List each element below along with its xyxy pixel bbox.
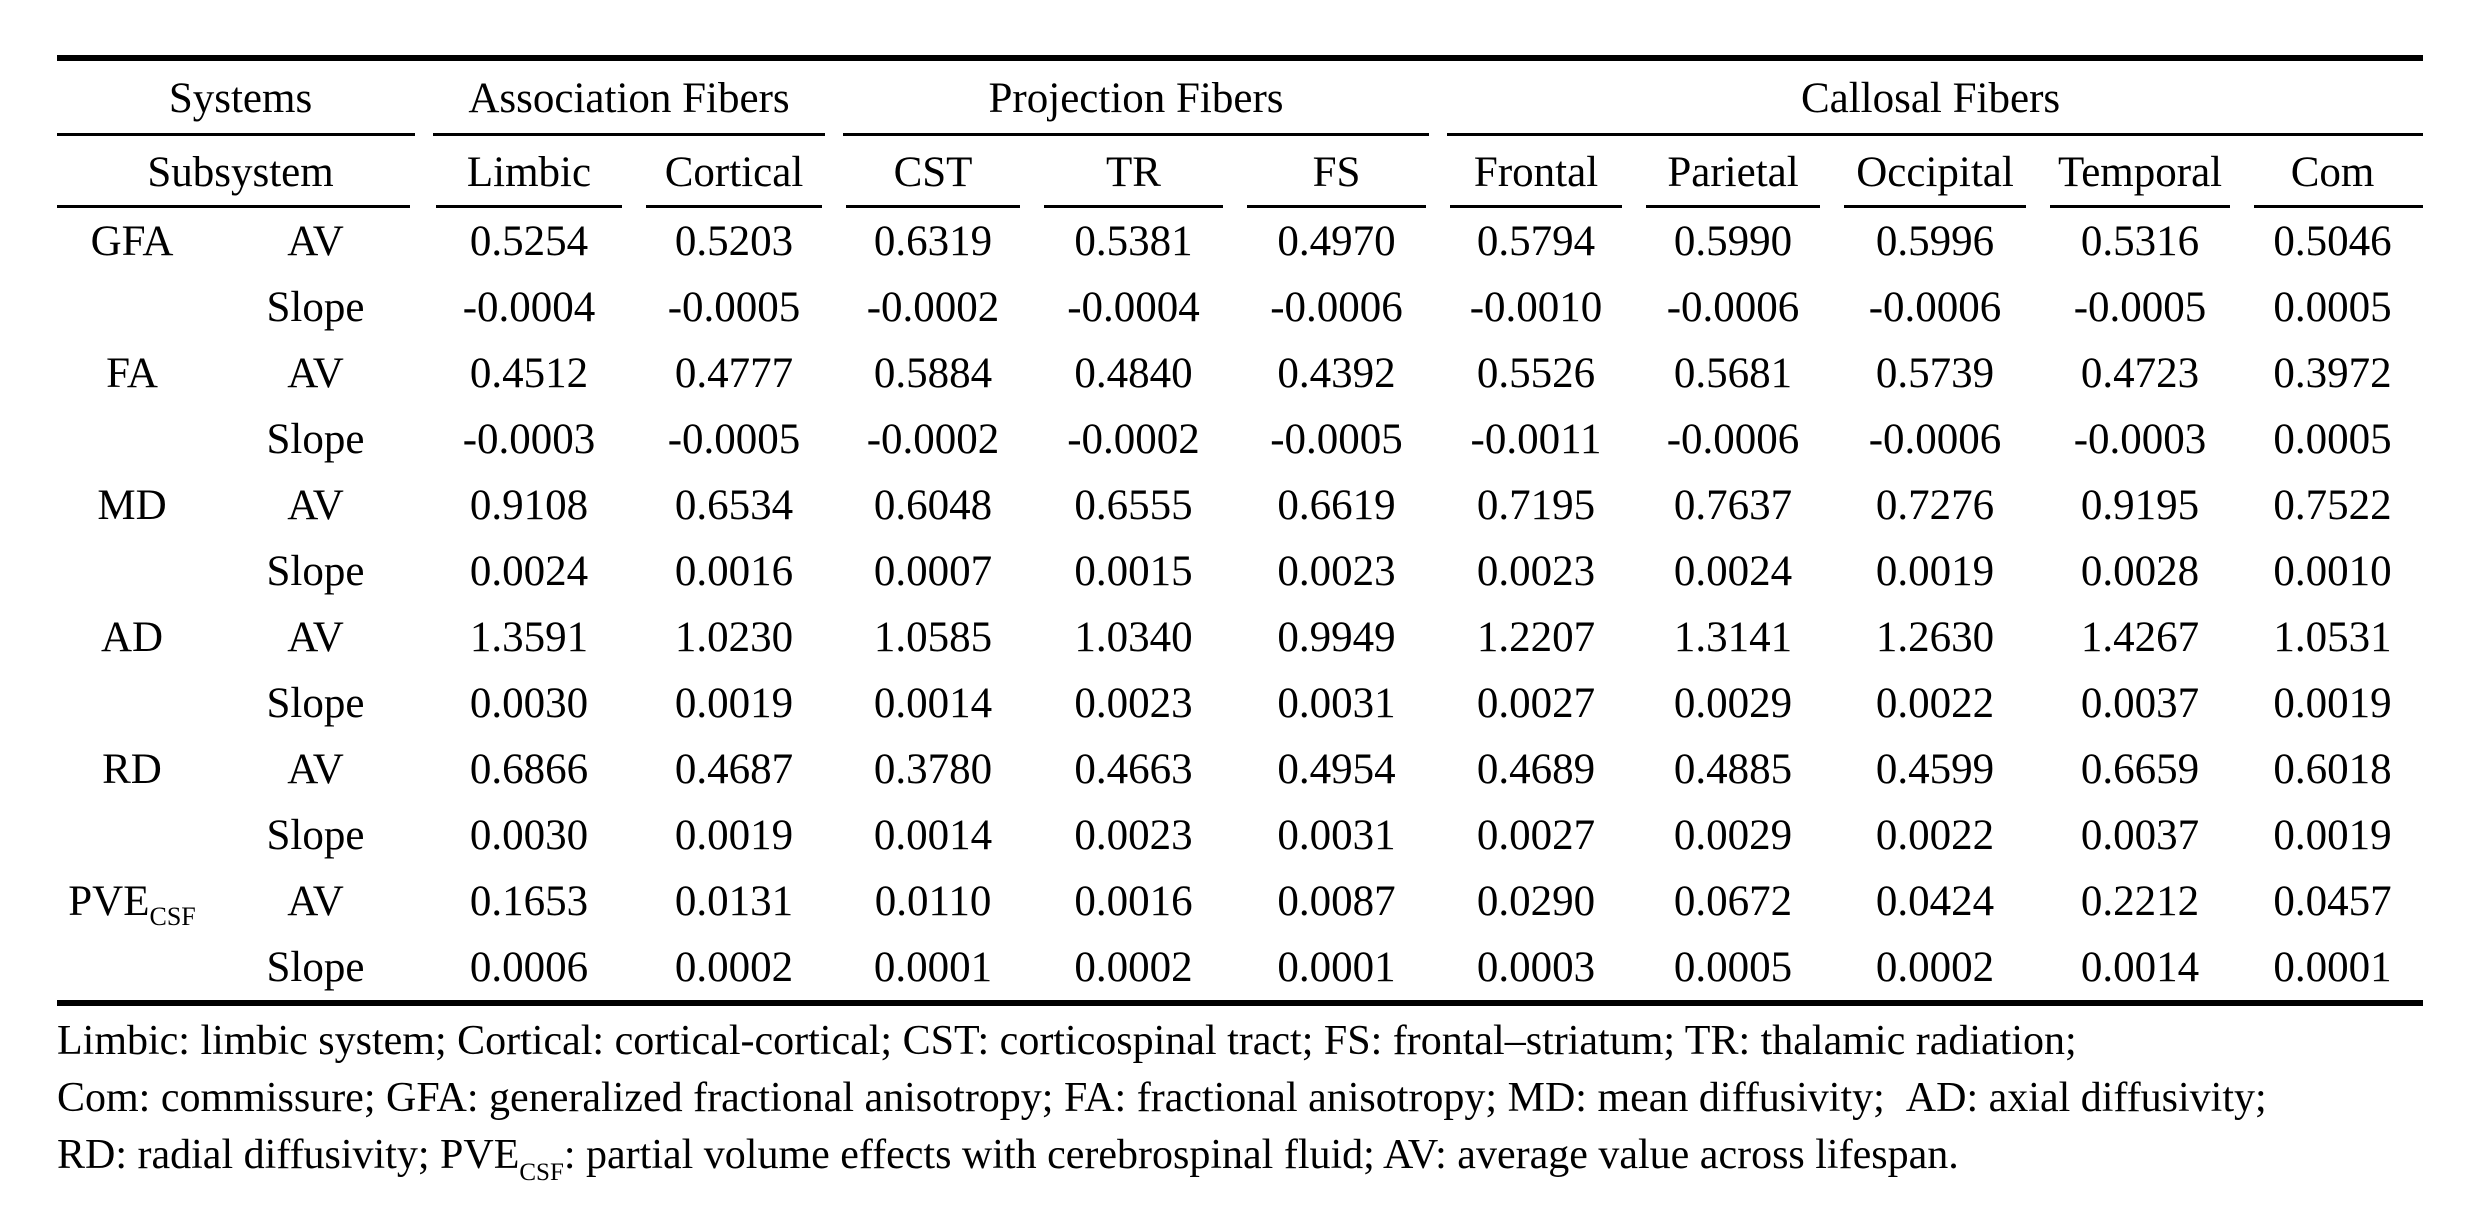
- column-header-fs: FS: [1235, 136, 1438, 208]
- table-cell: 0.0016: [674, 547, 794, 595]
- table-cell: 1.3141: [1673, 613, 1793, 661]
- table-cell: 0.0027: [1476, 679, 1596, 727]
- table-cell: -0.0002: [866, 415, 1000, 463]
- table-cell: 0.9108: [469, 481, 589, 529]
- table-row: [57, 670, 2423, 736]
- table-cell: 0.0424: [1875, 877, 1995, 925]
- metric-label: [57, 274, 207, 340]
- table-cell: -0.0005: [1270, 415, 1403, 463]
- table-cell: 0.0022: [1875, 679, 1995, 727]
- table-row: [57, 934, 2423, 1003]
- table-cell: 0.0031: [1277, 811, 1396, 859]
- footnote-subscript: CSF: [519, 1159, 564, 1186]
- table-cell: 0.0023: [1277, 547, 1396, 595]
- table-footnotes: [57, 1013, 2423, 1184]
- stat-label: AV: [287, 613, 344, 661]
- table-cell: 0.0131: [674, 877, 794, 925]
- table-cell: 0.7522: [2273, 481, 2392, 529]
- column-header-com: Com: [2242, 136, 2423, 208]
- table-cell: 0.5996: [1875, 217, 1995, 265]
- table-cell: 0.0087: [1277, 877, 1396, 925]
- table-cell: 0.4689: [1476, 745, 1596, 793]
- table-cell: 0.0023: [1476, 547, 1596, 595]
- table-cell: 0.0457: [2273, 877, 2392, 925]
- table-cell: 1.4267: [2080, 613, 2200, 661]
- table-cell: 0.9195: [2080, 481, 2200, 529]
- table-cell: -0.0010: [1469, 283, 1603, 331]
- table-cell: -0.0002: [1067, 415, 1200, 463]
- table-cell: 0.0023: [1074, 811, 1193, 859]
- table-cell: 0.5316: [2080, 217, 2200, 265]
- stat-label: Slope: [266, 415, 365, 463]
- table-cell: 0.0001: [873, 943, 993, 991]
- table-cell: 0.0003: [1476, 943, 1596, 991]
- column-header-frontal: Frontal: [1438, 136, 1634, 208]
- table-cell: 0.6018: [2273, 745, 2392, 793]
- table-cell: 0.6534: [674, 481, 794, 529]
- table-cell: -0.0005: [2073, 283, 2207, 331]
- table-cell: -0.0003: [2073, 415, 2207, 463]
- table-cell: 0.4512: [469, 349, 589, 397]
- table-row: [57, 208, 2423, 274]
- table-cell: -0.0011: [1470, 415, 1602, 463]
- metric-label: $PVE_{CSF}$: [68, 877, 196, 931]
- table-cell: 0.9949: [1277, 613, 1396, 661]
- table-cell: 1.3591: [469, 613, 589, 661]
- table-cell: 0.0005: [2273, 283, 2392, 331]
- table-body: [57, 208, 2423, 1003]
- table-cell: 0.0007: [873, 547, 993, 595]
- table-cell: 0.0022: [1875, 811, 1995, 859]
- stat-label: Slope: [266, 283, 365, 331]
- metric-label: [57, 670, 207, 736]
- table-cell: -0.0004: [1067, 283, 1200, 331]
- table-header: [57, 58, 2423, 208]
- stat-label: AV: [287, 745, 344, 793]
- table-cell: 0.0030: [469, 811, 589, 859]
- table-cell: 0.0019: [2273, 811, 2392, 859]
- table-cell: 0.5739: [1875, 349, 1995, 397]
- table-cell: 0.3972: [2273, 349, 2392, 397]
- footnote-line: [57, 1013, 2423, 1070]
- table-cell: 0.4840: [1074, 349, 1193, 397]
- table-cell: 0.6659: [2080, 745, 2200, 793]
- table-cell: 0.4723: [2080, 349, 2200, 397]
- table-cell: -0.0006: [1666, 415, 1800, 463]
- table-cell: 0.1653: [469, 877, 589, 925]
- table-row: [57, 538, 2423, 604]
- table-cell: 0.5203: [674, 217, 794, 265]
- metric-label: GFA: [90, 217, 174, 265]
- metric-label: [57, 538, 207, 604]
- table-cell: 0.0029: [1673, 811, 1793, 859]
- table-cell: 0.0015: [1074, 547, 1193, 595]
- table-cell: 0.5990: [1673, 217, 1793, 265]
- table-cell: 0.6048: [873, 481, 993, 529]
- table-row: [57, 406, 2423, 472]
- stat-label: Slope: [266, 679, 365, 727]
- stat-label: AV: [287, 217, 344, 265]
- table-row: [57, 868, 2423, 934]
- table-cell: -0.0006: [1868, 415, 2002, 463]
- table-cell: 1.0531: [2273, 613, 2392, 661]
- table-cell: 0.0019: [674, 811, 794, 859]
- table-cell: 1.0340: [1074, 613, 1193, 661]
- table-cell: 0.0002: [1875, 943, 1995, 991]
- stat-label: Slope: [266, 547, 365, 595]
- table-cell: 0.0030: [469, 679, 589, 727]
- column-header-parietal: Parietal: [1634, 136, 1832, 208]
- metric-label: [57, 406, 207, 472]
- column-header-cst: CST: [834, 136, 1032, 208]
- table-cell: 0.6619: [1277, 481, 1396, 529]
- table-cell: 1.0585: [873, 613, 993, 661]
- table-cell: 0.0005: [1673, 943, 1793, 991]
- group-header-callosal-fibers: Callosal Fibers: [1438, 58, 2423, 136]
- table-cell: 0.2212: [2080, 877, 2200, 925]
- table-cell: 1.2207: [1476, 613, 1596, 661]
- table-cell: 0.5794: [1476, 217, 1596, 265]
- table-cell: 0.0024: [1673, 547, 1793, 595]
- stat-label: Slope: [266, 811, 365, 859]
- table-cell: 0.0023: [1074, 679, 1193, 727]
- group-header-association-fibers: Association Fibers: [424, 58, 834, 136]
- column-header-limbic: Limbic: [424, 136, 634, 208]
- table-cell: 0.6555: [1074, 481, 1193, 529]
- table-cell: 0.0014: [873, 679, 993, 727]
- table-row: [57, 274, 2423, 340]
- table-cell: 0.0014: [873, 811, 993, 859]
- footnote-text: RD: radial diffusivity; PVE: [57, 1132, 520, 1178]
- table-cell: 0.0001: [2273, 943, 2392, 991]
- table-cell: 0.6866: [469, 745, 589, 793]
- table-cell: 0.4687: [674, 745, 794, 793]
- footnote-text: : partial volume effects with cerebrospinal fluid; AV: average value across lifespan.: [563, 1132, 1959, 1178]
- group-header-row: [57, 58, 2423, 136]
- table-cell: 1.2630: [1875, 613, 1995, 661]
- table-cell: -0.0005: [667, 283, 801, 331]
- table-cell: 0.5046: [2273, 217, 2392, 265]
- table-cell: 0.0019: [1875, 547, 1995, 595]
- table-cell: 0.0672: [1673, 877, 1793, 925]
- table-cell: 0.0031: [1277, 679, 1396, 727]
- table-cell: 0.5681: [1673, 349, 1793, 397]
- table-cell: 0.0110: [874, 877, 992, 925]
- table-cell: 0.7637: [1673, 481, 1793, 529]
- table-cell: 0.4777: [674, 349, 794, 397]
- sub-header-row: [57, 136, 2423, 208]
- column-header-occipital: Occipital: [1832, 136, 2038, 208]
- table-cell: 0.0005: [2273, 415, 2392, 463]
- table-cell: 0.5526: [1476, 349, 1596, 397]
- table-cell: -0.0002: [866, 283, 1000, 331]
- column-header-cortical: Cortical: [634, 136, 834, 208]
- metric-subscript: CSF: [149, 901, 196, 931]
- table-cell: 0.0029: [1673, 679, 1793, 727]
- metric-label: FA: [106, 349, 158, 397]
- table-cell: 0.4599: [1875, 745, 1995, 793]
- table-cell: 0.0037: [2080, 811, 2200, 859]
- table-cell: 0.7276: [1875, 481, 1995, 529]
- table-cell: 0.4970: [1277, 217, 1396, 265]
- stat-label: Slope: [266, 943, 365, 991]
- table-cell: 0.0028: [2080, 547, 2200, 595]
- table-cell: 0.4885: [1673, 745, 1793, 793]
- table-cell: 0.0016: [1074, 877, 1193, 925]
- table-cell: -0.0006: [1868, 283, 2002, 331]
- footnote-text: Limbic: limbic system; Cortical: cortical-cortical; CST: corticospinal tract; FS: frontal–striatum; TR: thalamic radiation;: [57, 1018, 2077, 1064]
- table-cell: 0.7195: [1476, 481, 1596, 529]
- group-header-systems: Systems: [57, 58, 424, 136]
- table-cell: 0.0010: [2273, 547, 2392, 595]
- table-cell: 0.0002: [674, 943, 794, 991]
- footnote-line: [57, 1070, 2423, 1127]
- table-cell: 0.5381: [1074, 217, 1193, 265]
- table-cell: 0.0006: [469, 943, 589, 991]
- metric-label: MD: [97, 481, 167, 529]
- table-cell: 1.0230: [674, 613, 794, 661]
- table-row: [57, 736, 2423, 802]
- metric-label: AD: [100, 613, 164, 661]
- column-header-temporal: Temporal: [2038, 136, 2242, 208]
- footnote-line: [57, 1127, 2423, 1184]
- table-cell: 0.0019: [674, 679, 794, 727]
- table-cell: 0.0002: [1074, 943, 1193, 991]
- metric-label: [57, 802, 207, 868]
- table-cell: -0.0006: [1270, 283, 1403, 331]
- table-cell: 0.0290: [1476, 877, 1596, 925]
- table-cell: -0.0006: [1666, 283, 1800, 331]
- table-cell: -0.0004: [462, 283, 596, 331]
- table-cell: 0.0019: [2273, 679, 2392, 727]
- table-cell: 0.4392: [1277, 349, 1396, 397]
- metric-label: RD: [102, 745, 162, 793]
- table-row: [57, 604, 2423, 670]
- table-cell: 0.4663: [1074, 745, 1193, 793]
- stat-label: AV: [287, 877, 344, 925]
- table-row: [57, 472, 2423, 538]
- table-cell: 0.5884: [873, 349, 993, 397]
- table-cell: 0.0037: [2080, 679, 2200, 727]
- table-cell: 0.0027: [1476, 811, 1596, 859]
- table-row: [57, 340, 2423, 406]
- column-header-tr: TR: [1032, 136, 1235, 208]
- table-cell: 0.5254: [469, 217, 589, 265]
- footnote-text: Com: commissure; GFA: generalized fractional anisotropy; FA: fractional anisotropy; MD: mean diffusivity; AD: axial diffusivity;: [57, 1075, 2267, 1121]
- table-cell: -0.0003: [462, 415, 596, 463]
- stat-label: AV: [287, 349, 344, 397]
- table-row: [57, 802, 2423, 868]
- table-cell: 0.6319: [873, 217, 993, 265]
- table-cell: 0.0001: [1277, 943, 1396, 991]
- dti-metrics-table: [57, 55, 2423, 1006]
- table-cell: 0.4954: [1277, 745, 1396, 793]
- table-cell: -0.0005: [667, 415, 801, 463]
- table-cell: 0.3780: [873, 745, 993, 793]
- group-header-projection-fibers: Projection Fibers: [834, 58, 1438, 136]
- column-header-subsystem: Subsystem: [57, 136, 424, 208]
- metric-label: [57, 934, 207, 1003]
- table-cell: 0.0014: [2080, 943, 2200, 991]
- table-cell: 0.0024: [469, 547, 589, 595]
- stat-label: AV: [287, 481, 344, 529]
